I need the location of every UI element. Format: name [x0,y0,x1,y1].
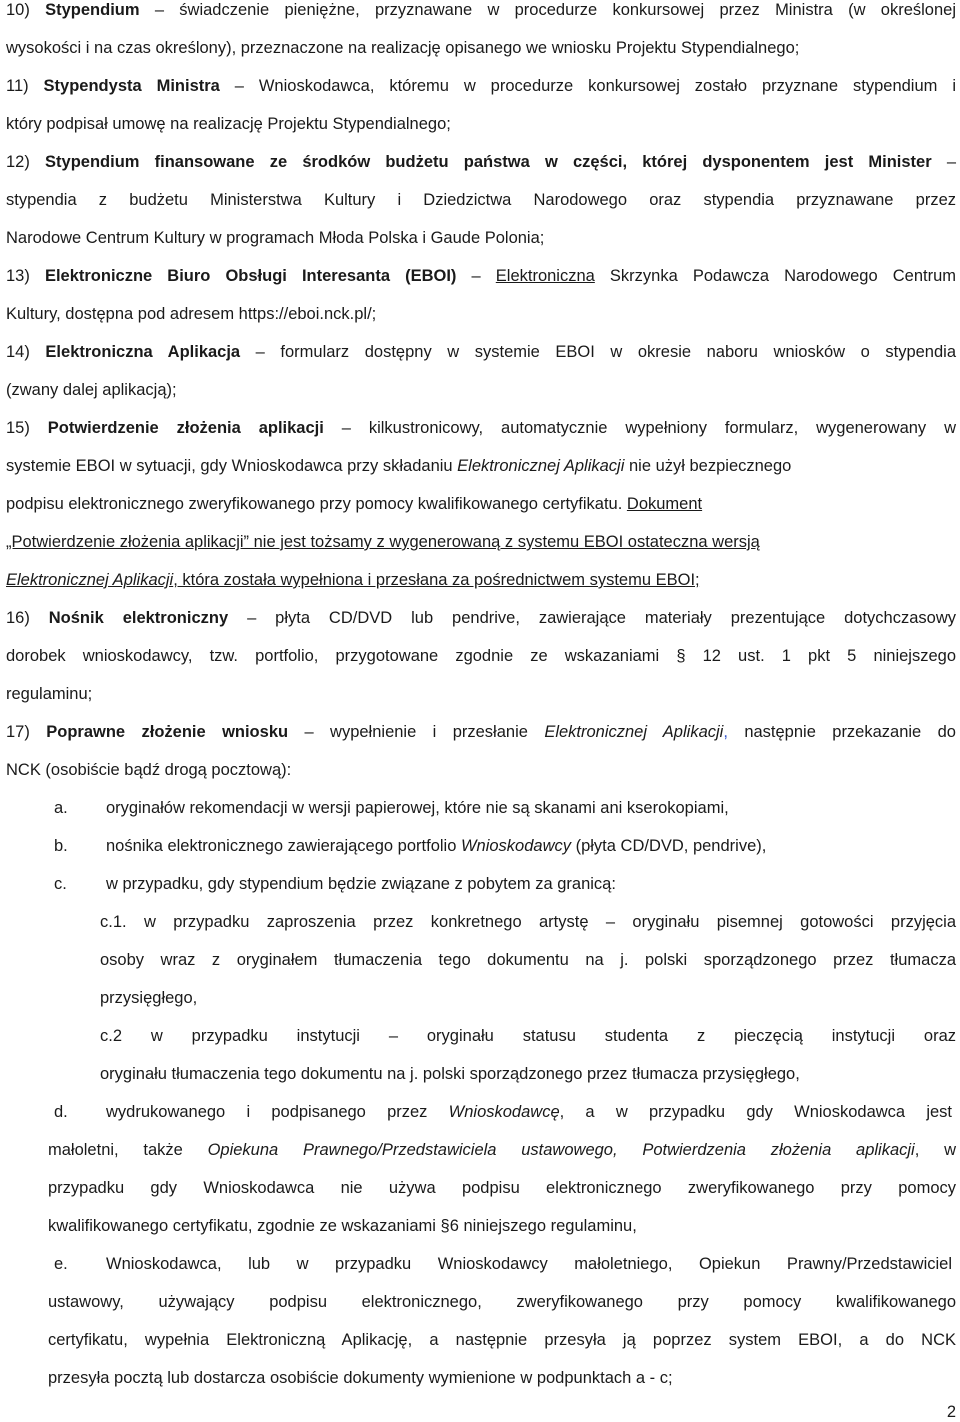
definition-13-line-1: 13) Elektroniczne Biuro Obsługi Interesanta (EBOI) – Elektroniczna Skrzynka Podawcza Narodowego Centrum [6,267,956,285]
definition-11-line-2: który podpisał umowę na realizację Projektu Stypendialnego; [6,115,451,133]
sub-item-c1-line-3: przysięgłego, [100,989,198,1007]
page-number: 2 [946,1403,956,1421]
list-label: a. [54,799,68,817]
definition-12-line-3: Narodowe Centrum Kultury w programach Młoda Polska i Gaude Polonia; [6,229,545,247]
term: Stypendysta Ministra [43,77,220,95]
definition-15-line-3: podpisu elektronicznego zweryfikowanego przy pomocy kwalifikowanego certyfikatu. Dokument [6,495,703,513]
definition-15-line-4: „Potwierdzenie złożenia aplikacji” nie jest tożsamy z wygenerowaną z systemu EBOI ostateczna wersją [6,533,760,551]
list-label: e. [54,1255,68,1273]
definition-13-line-2: Kultury, dostępna pod adresem https://eboi.nck.pl/; [6,305,377,323]
definition-15-line-5: Elektronicznej Aplikacji, która została wypełniona i przesłana za pośrednictwem systemu EBOI; [6,571,700,589]
document-page: 10) Stypendium – świadczenie pieniężne, przyznawane w procedurze konkursowej przez Ministra (w określonej wysokości i na czas określony), przeznaczone na realizację opisanego we wniosku Projektu Stypendialnego; 11) Stypendysta Ministra – Wnioskodawca, któremu w procedurze konkursowej zostało przyznane stypendium i który podpisał umowę na realizację Projektu Stypendialnego; 12) Stypendium finansowane ze środków budżetu państwa w części, której dysponentem jest Minister – stypendia z budżetu Ministerstwa Kultury i Dziedzictwa Narodowego oraz stypendia przyznawane przez Narodowe Centrum Kultury w programach Młoda Polska i Gaude Polonia; 13) Elektroniczne Biuro Obsługi Interesanta (EBOI) – Elektroniczna Skrzynka Podawcza Narodowego Centrum Kultury, dostępna pod adresem https://eboi.nck.pl/; 14) Elektroniczna Aplikacja – formularz dostępny w systemie EBOI w okresie naboru wniosków o stypendia (zwany dalej aplikacją); 15) Potwierdzenie złożenia aplikacji – kilkustronicowy, automatycznie wypełniony formularz, wygenerowany w systemie EBOI w sytuacji, gdy Wnioskodawca przy składaniu Elektronicznej Aplikacji nie użył bezpiecznego podpisu elektronicznego zweryfikowanego przy pomocy kwalifikowanego certyfikatu. Dokument „Potwierdzenie złożenia aplikacji” nie jest tożsamy z wygenerowaną z systemu EBOI ostateczna wersją Elektronicznej Aplikacji, która została wypełniona i przesłana za pośrednictwem systemu EBOI; 16) Nośnik elektroniczny – płyta CD/DVD lub pendrive, zawierające materiały prezentujące dotychczasowy dorobek wnioskodawcy, tzw. portfolio, przygotowane zgodnie ze wskazaniami § 12 ust. 1 pkt 5 niniejszego regulaminu; 17) Poprawne złożenie wniosku – wypełnienie i przesłanie Elektronicznej Aplikacji, następnie przekazanie do NCK (osobiście bądź drogą pocztową): a. oryginałów rekomendacji w wersji papierowej, które nie są skanami ani kserokopiami, b. nośnika elektronicznego zawierającego portfolio Wnioskodawcy (płyta CD/DVD, pendrive), c. w przypadku, gdy stypendium będzie związane z pobytem za granicą: c.1. w przypadku zaproszenia przez konkretnego artystę – oryginału pisemnej gotowości przyjęcia osoby wraz z oryginałem tłumaczenia tego dokumentu na j. polski sporządzonego przez tłumacza przysięgłego, c.2 w przypadku instytucji – oryginału statusu studenta z pieczęcią instytucji oraz oryginału tłumaczenia tego dokumentu na j. polski sporządzonego przez tłumacza przysięgłego, d. wydrukowanego i podpisanego przez Wnioskodawcę, a w przypadku gdy Wnioskodawca jest małoletni, także Opiekuna Prawnego/Przedstawiciela ustawowego, Potwierdzenia złożenia aplikacji, w przypadku gdy Wnioskodawca nie używa podpisu elektronicznego zweryfikowanego przy pomocy kwalifikowanego certyfikatu, zgodnie ze wskazaniami §6 niniejszego regulaminu, e. Wnioskodawca, lub w przypadku Wnioskodawcy małoletniego, Opiekun Prawny/Przedstawiciel ustawowy, używający podpisu elektronicznego, zweryfikowanego przy pomocy kwalifikowanego certyfikatu, wypełnia Elektroniczną Aplikację, a następnie przesyła ją poprzez system EBOI, a do NCK przesyła pocztą lub dostarcza osobiście dokumenty wymienione w podpunktach a - c; 2 [6,1,957,1421]
list-label: b. [54,837,68,855]
sub-item-c2-line-2: oryginału tłumaczenia tego dokumentu na j. polski sporządzonego przez tłumacza przysięgłego, [100,1065,800,1083]
definition-10-line-1: 10) Stypendium – świadczenie pieniężne, przyznawane w procedurze konkursowej przez Ministra (w określonej [6,1,956,19]
eboi-link[interactable]: Elektroniczna [495,267,595,285]
definition-17-line-2: NCK (osobiście bądź drogą pocztową): [6,761,292,779]
list-item-e-line-2: ustawowy, używający podpisu elektronicznego, zweryfikowanego przy pomocy kwalifikowanego [48,1293,956,1311]
list-item-e-line-4: przesyła pocztą lub dostarcza osobiście dokumenty wymienione w podpunktach a - c; [48,1369,673,1387]
definition-16-line-1: 16) Nośnik elektroniczny – płyta CD/DVD lub pendrive, zawierające materiały prezentujące dotychczasowy [6,609,956,627]
term: Poprawne złożenie wniosku [46,723,289,741]
term: Potwierdzenie złożenia aplikacji [47,419,324,437]
definition-16-line-2: dorobek wnioskodawcy, tzw. portfolio, przygotowane zgodnie ze wskazaniami § 12 ust. 1 pkt 5 niniejszego [6,647,956,665]
definition-14-line-2: (zwany dalej aplikacją); [6,381,177,399]
list-item-d-line-3: przypadku gdy Wnioskodawca nie używa podpisu elektronicznego zweryfikowanego przy pomocy [48,1179,956,1197]
definition-11-line-1: 11) Stypendysta Ministra – Wnioskodawca, któremu w procedurze konkursowej zostało przyznane stypendium i [6,77,956,95]
term: Elektroniczne Biuro Obsługi Interesanta (EBOI) [44,267,457,285]
definition-16-line-3: regulaminu; [6,685,93,703]
list-label: d. [54,1103,68,1121]
definition-15-line-2: systemie EBOI w sytuacji, gdy Wnioskodawca przy składaniu Elektronicznej Aplikacji nie użył bezpiecznego [6,457,792,475]
list-label: c. [54,875,67,893]
term: Elektroniczna Aplikacja [45,343,241,361]
definition-17-line-1: 17) Poprawne złożenie wniosku – wypełnienie i przesłanie Elektronicznej Aplikacji, następnie przekazanie do [6,723,956,741]
definition-12-line-2: stypendia z budżetu Ministerstwa Kultury i Dziedzictwa Narodowego oraz stypendia przyznawane przez [6,191,956,209]
term: Stypendium finansowane ze środków budżetu państwa w części, której dysponentem jest Minister [45,153,932,171]
definition-14-line-1: 14) Elektroniczna Aplikacja – formularz dostępny w systemie EBOI w okresie naboru wniosków o stypendia [6,343,956,361]
list-item-d-line-2: małoletni, także Opiekuna Prawnego/Przedstawiciela ustawowego, Potwierdzenia złożenia aplikacji, w [48,1141,956,1159]
term: Stypendium [45,1,140,19]
sub-item-c2-line-1: c.2 w przypadku instytucji – oryginału statusu studenta z pieczęcią instytucji oraz [100,1027,956,1045]
term: Nośnik elektroniczny [48,609,229,627]
definition-12-line-1: 12) Stypendium finansowane ze środków budżetu państwa w części, której dysponentem jest Minister – [6,153,957,171]
definition-15-line-1: 15) Potwierdzenie złożenia aplikacji – kilkustronicowy, automatycznie wypełniony formularz, wygenerowany w [6,419,956,437]
list-item-e-line-3: certyfikatu, wypełnia Elektroniczną Aplikację, a następnie przesyła ją poprzez system EBOI, a do NCK [48,1331,956,1349]
definition-10-line-2: wysokości i na czas określony), przeznaczone na realizację opisanego we wniosku Projektu Stypendialnego; [6,39,800,57]
sub-item-c1-line-2: osoby wraz z oryginałem tłumaczenia tego dokumentu na j. polski sporządzonego przez tłumacza [100,951,956,969]
list-item-d-line-4: kwalifikowanego certyfikatu, zgodnie ze wskazaniami §6 niniejszego regulaminu, [48,1217,637,1235]
sub-item-c1-line-1: c.1. w przypadku zaproszenia przez konkretnego artystę – oryginału pisemnej gotowości przyjęcia [100,913,956,931]
